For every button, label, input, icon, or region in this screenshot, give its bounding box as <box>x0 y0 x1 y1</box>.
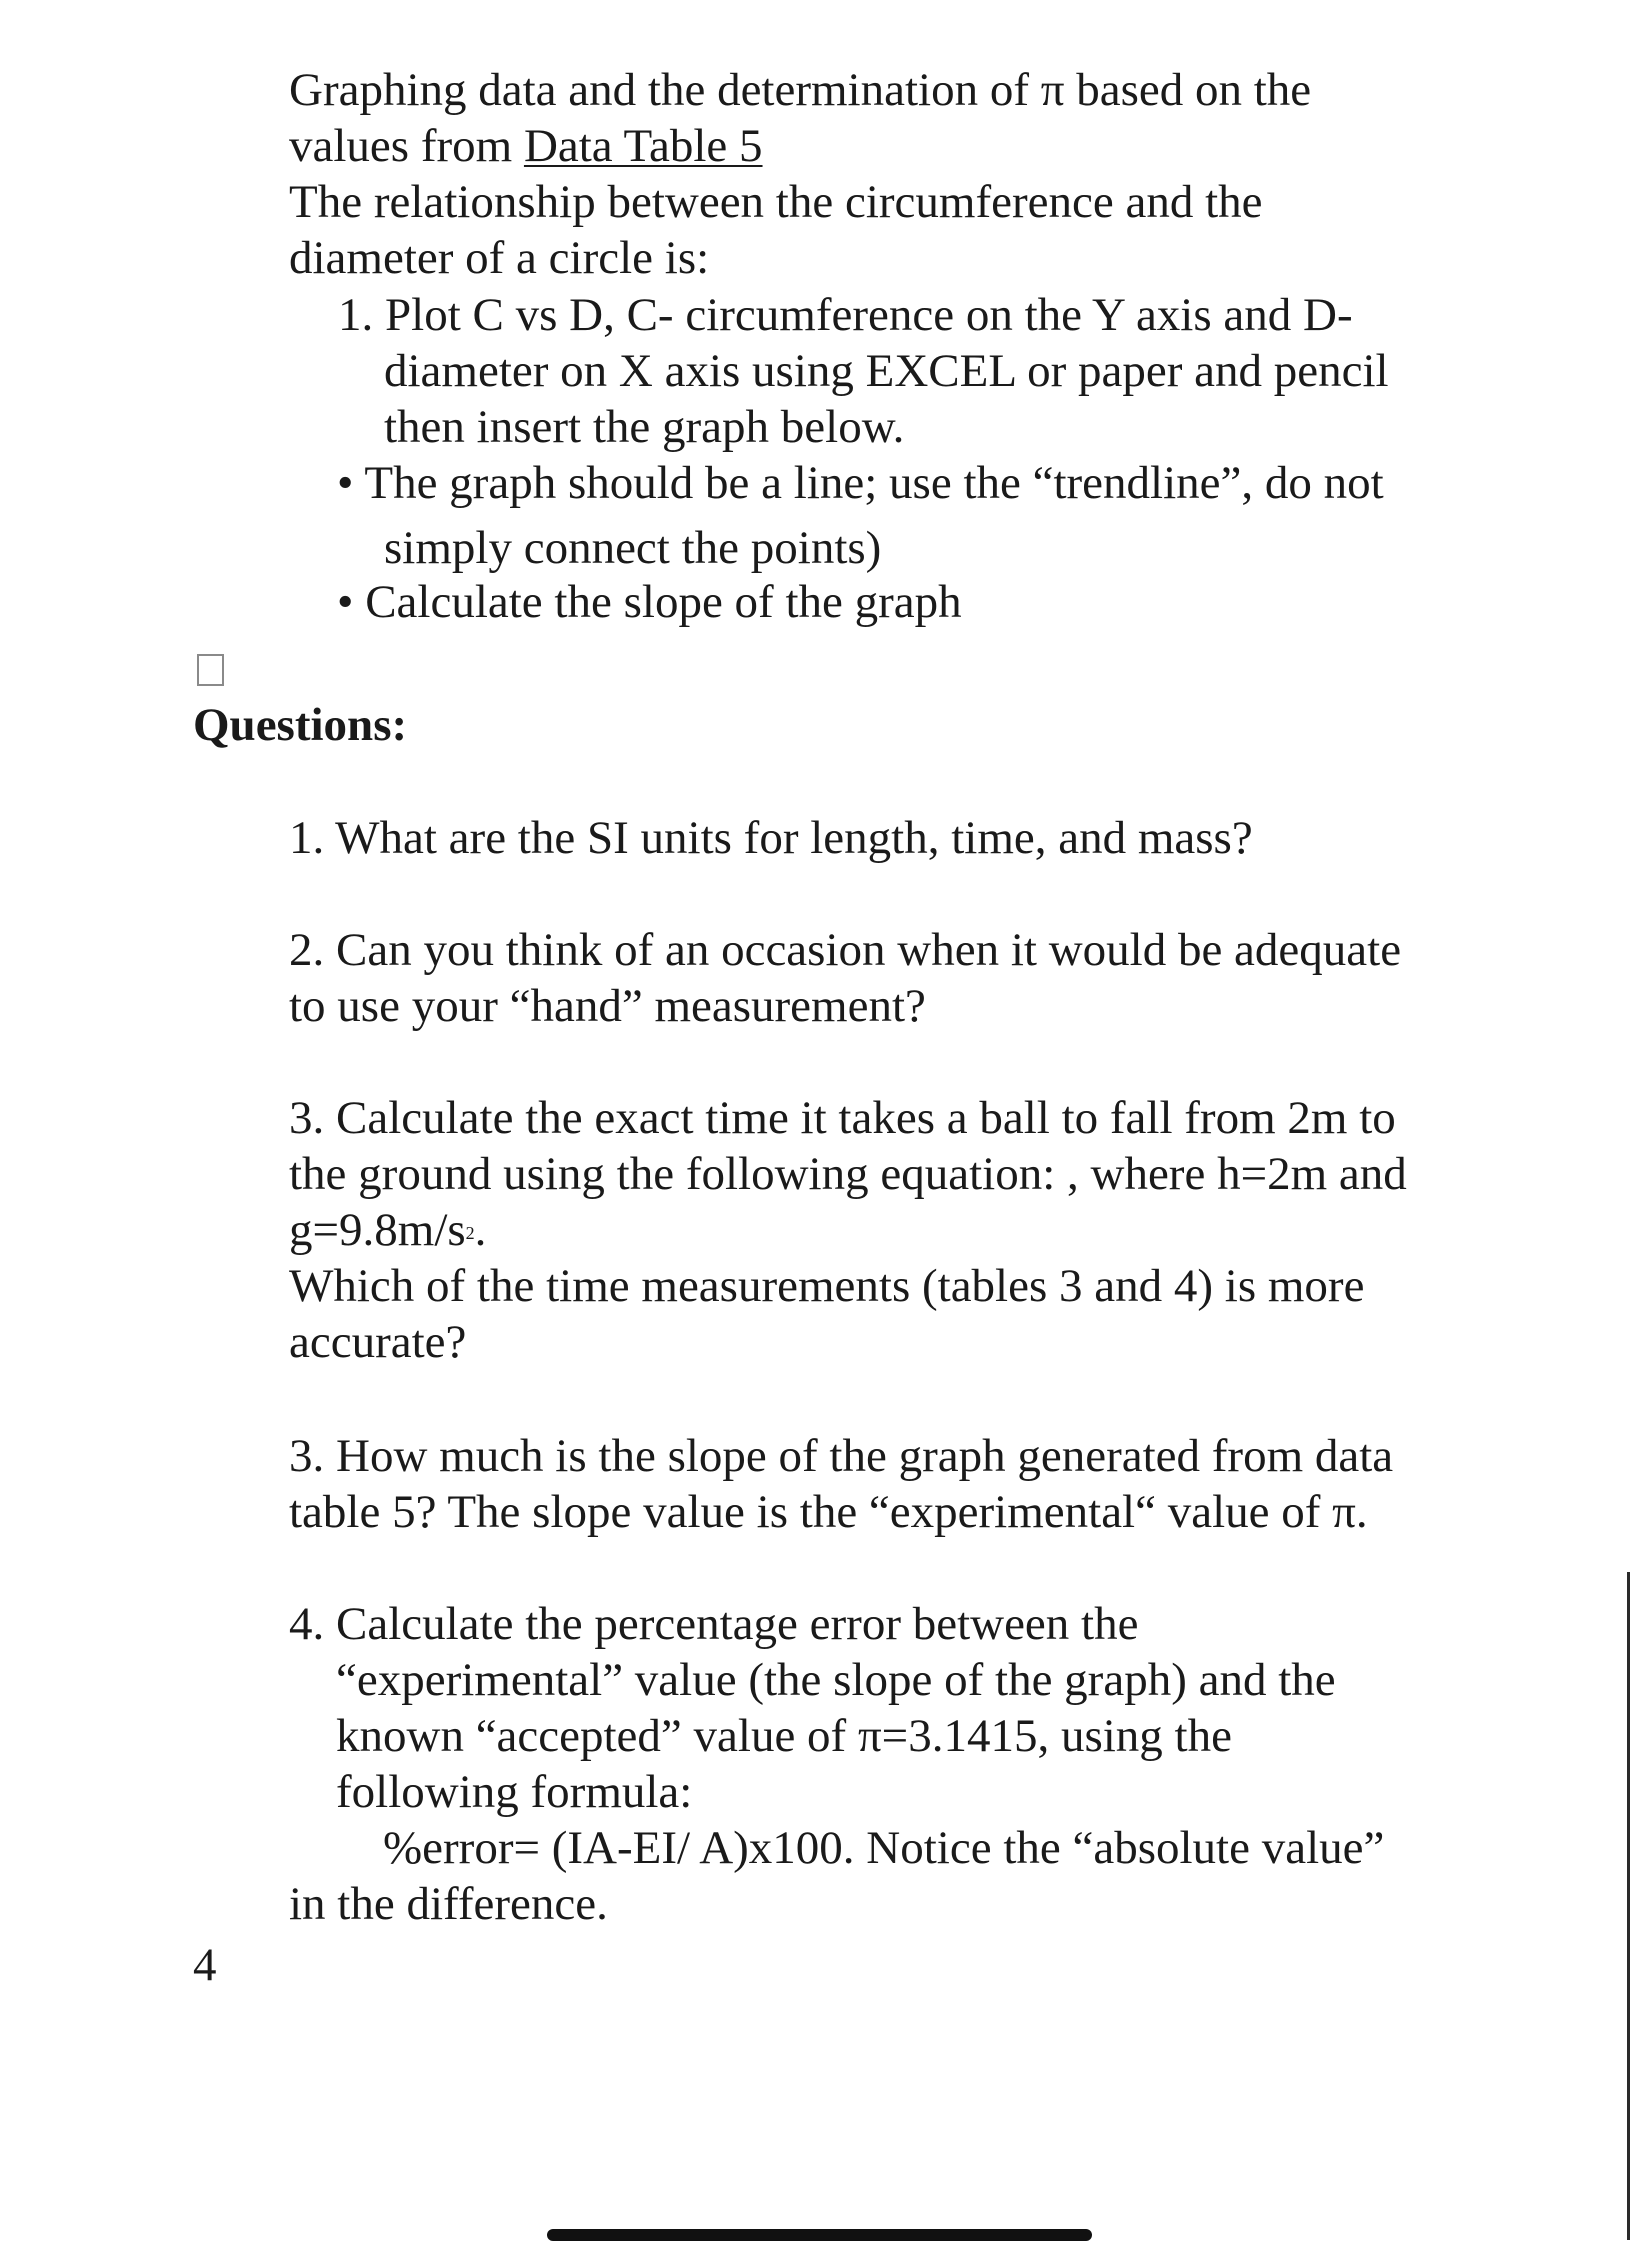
data-table-5-link[interactable]: Data Table 5 <box>523 120 763 172</box>
gravity-value: g=9.8m/s <box>289 1204 466 1256</box>
question-4-line-4: following formula: <box>336 1766 693 1818</box>
list-item-1-line-3: then insert the graph below. <box>384 401 905 453</box>
question-1: 1. What are the SI units for length, time, and mass? <box>289 812 1253 864</box>
bullet-item-2: • Calculate the slope of the graph <box>337 576 962 628</box>
section-title-prefix: values from <box>289 120 524 172</box>
list-item-1-line-2: diameter on X axis using EXCEL or paper and pencil <box>384 345 1389 397</box>
question-3b-line-1: 3. How much is the slope of the graph generated from data <box>289 1430 1394 1482</box>
question-3a-line-2: the ground using the following equation: , where h=2m and <box>289 1148 1407 1200</box>
relationship-line-1: The relationship between the circumference and the <box>289 176 1263 228</box>
bullet-item-1-line-2: simply connect the points) <box>384 522 882 574</box>
question-3a-line-3 <box>289 1202 486 1258</box>
question-3a-line-1: 3. Calculate the exact time it takes a ball to fall from 2m to <box>289 1092 1396 1144</box>
relationship-line-2: diameter of a circle is: <box>289 232 710 284</box>
question-4-line-2: “experimental” value (the slope of the graph) and the <box>336 1654 1336 1706</box>
gravity-exponent: 2 <box>465 1223 475 1243</box>
question-3a-line-4: Which of the time measurements (tables 3 and 4) is more <box>289 1260 1365 1312</box>
gravity-period: . <box>474 1204 487 1256</box>
list-item-1-line-1: 1. Plot C vs D, C- circumference on the Y axis and D- <box>338 289 1353 341</box>
question-3b-line-2: table 5? The slope value is the “experimental“ value of π. <box>289 1486 1368 1538</box>
section-title-line-1: Graphing data and the determination of π based on the <box>289 64 1312 116</box>
home-indicator[interactable] <box>547 2229 1092 2241</box>
section-title-line-2 <box>289 118 763 174</box>
page-number: 4 <box>193 1939 217 1991</box>
question-2-line-1: 2. Can you think of an occasion when it would be adequate <box>289 924 1402 976</box>
question-4-line-6: in the difference. <box>289 1878 608 1930</box>
scrollbar[interactable] <box>1627 1572 1630 2240</box>
question-4-line-1: 4. Calculate the percentage error between the <box>289 1598 1139 1650</box>
question-4-line-3: known “accepted” value of π=3.1415, using the <box>336 1710 1232 1762</box>
bullet-item-1-line-1: • The graph should be a line; use the “trendline”, do not <box>337 457 1384 509</box>
question-4-line-5: %error= (IA-EI/ A)x100. Notice the “absolute value” <box>383 1822 1385 1874</box>
checkbox[interactable] <box>197 654 224 686</box>
question-2-line-2: to use your “hand” measurement? <box>289 980 926 1032</box>
questions-heading: Questions: <box>193 699 408 751</box>
question-3a-line-5: accurate? <box>289 1316 467 1368</box>
